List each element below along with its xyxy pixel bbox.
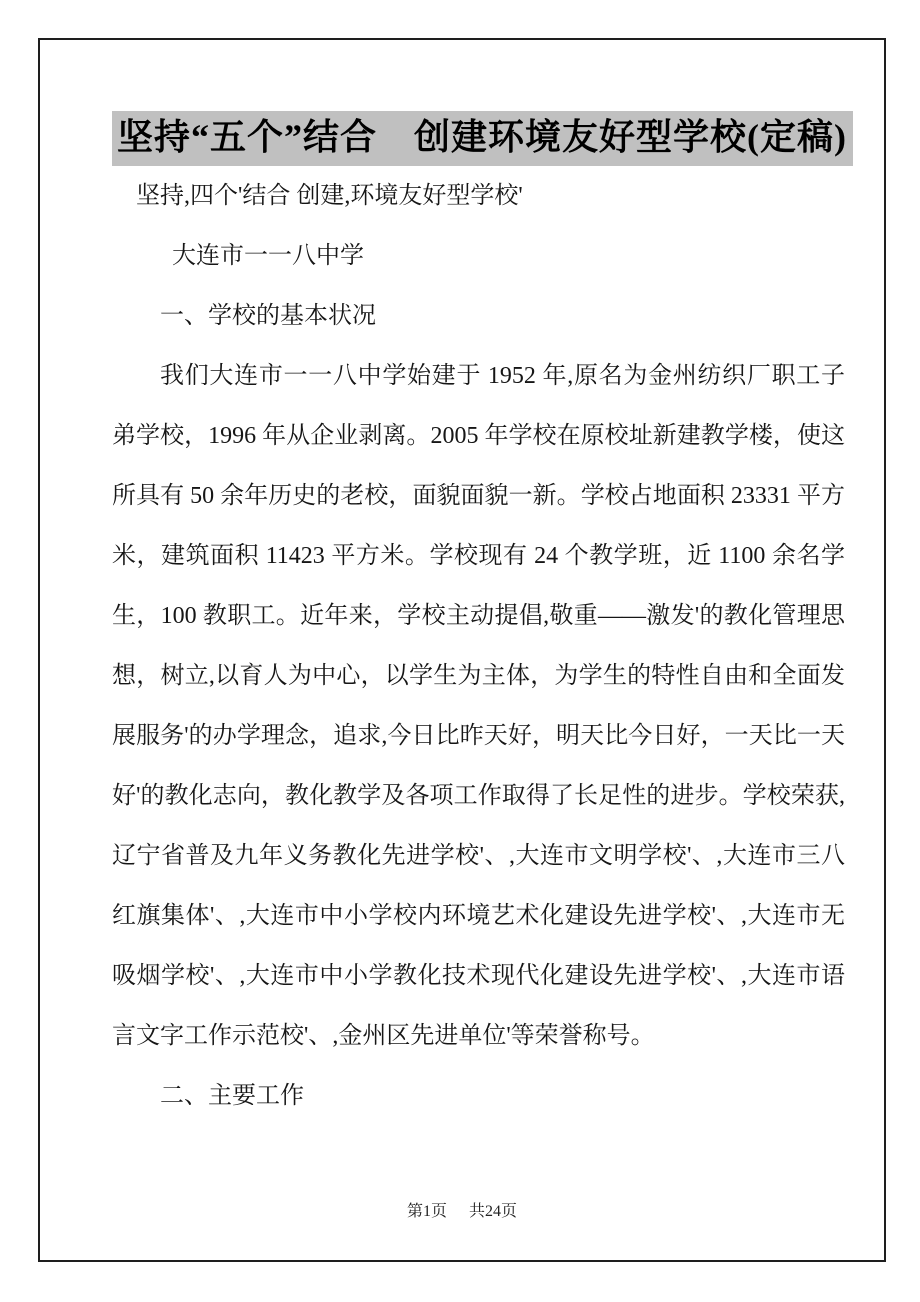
document-body <box>112 166 845 1126</box>
current-page-label: 第1页 <box>406 1203 447 1220</box>
document-content <box>112 111 845 1126</box>
paragraph-section-two-heading: 二、主要工作 <box>160 1083 304 1110</box>
document-title: 坚持“五个”结合 创建环境友好型学校(定稿) <box>112 111 853 166</box>
paragraph-section-one-heading: 一、学校的基本状况 <box>160 303 376 330</box>
page-footer <box>40 1202 884 1222</box>
document-page <box>38 38 886 1262</box>
total-pages-label: 共24页 <box>469 1203 518 1220</box>
paragraph-school-name: 大连市一一八中学 <box>172 243 364 270</box>
paragraph-subtitle: 坚持,四个'结合 创建,环境友好型学校' <box>136 183 523 210</box>
paragraph-school-overview: 我们大连市一一八中学始建于 1952 年,原名为金州纺织厂职工子弟学校，1996 年从企业剥离。2005 年学校在原校址新建教学楼，使这所具有 50 余年历史的老校，面貌面貌一新。学校占地面积 23331 平方米，建筑面积 11423 平方米。学校现有 24 个教学班，近 1100 余名学生，100 教职工。近年来，学校主动提倡,敬重——激发'的教化管理思想，树立,以育人为中心，以学生为主体，为学生的特性自由和全面发展服务'的办学理念，追求,今日比昨天好，明天比今日好，一天比一天好'的教化志向，教化教学及各项工作取得了长足性的进步。学校荣获,辽宁省普及九年义务教化先进学校'、,大连市文明学校'、,大连市三八红旗集体'、,大连市中小学校内环境艺术化建设先进学校'、,大连市无吸烟学校'、,大连市中小学教化技术现代化建设先进学校'、,大连市语言文字工作示范校'、,金州区先进单位'等荣誉称号。 <box>112 363 845 1050</box>
